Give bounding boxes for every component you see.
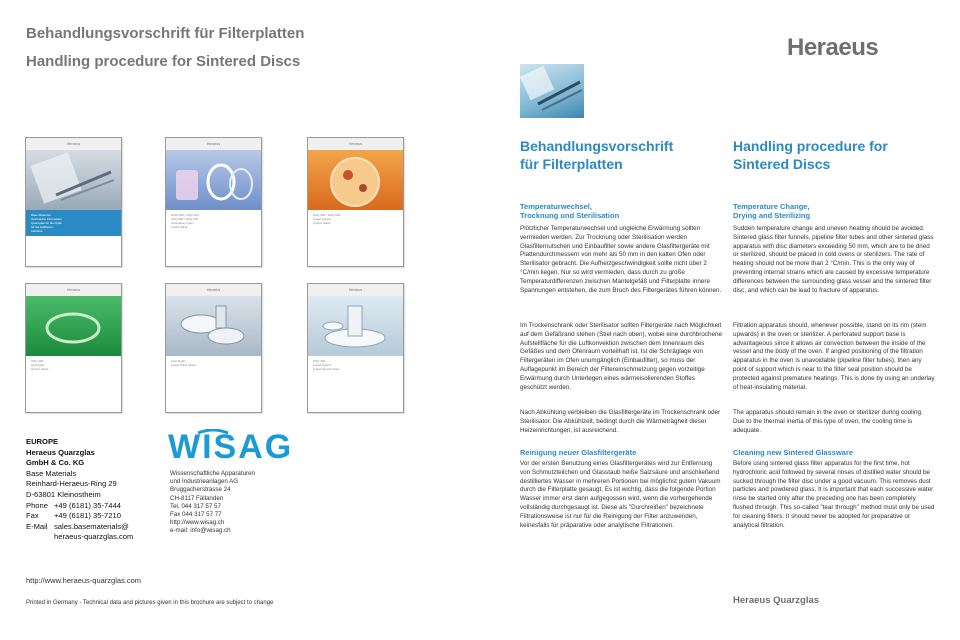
footer-brand: Heraeus Quarzglas [733, 595, 820, 606]
contact-street: Reinhard-Heraeus-Ring 29 [26, 479, 117, 489]
email-address-domain: heraeus-quarzglas.com [54, 532, 134, 542]
brochure-thumbnail [307, 283, 404, 413]
glass-rings-image [166, 150, 261, 210]
paragraph-en-2: Filtration apparatus should, whenever possible, stand on its rim (stem upwards) in the oven or sterilizer. A perforated support base is advantageous since it allows air convection between the inside of the vessel and the body of the oven. If angled positioning of the filtration apparatus in the oven is unavoidable (pipeline filter tubes), then any point of support which is near to the filter seal position should be protected against premature heatings. This is done by using an underlay of heat-insulating material. [733, 322, 935, 391]
brochure-image [308, 150, 403, 210]
email-address: sales.basematerials@ [54, 521, 129, 531]
section-title-en: Temperature Change, Drying and Sterilizing [733, 202, 811, 220]
brochure-header: Heraeus [166, 138, 261, 150]
brochure-image [26, 296, 121, 356]
phone-number: +49 (6181) 35-7444 [54, 500, 121, 510]
glass-tube-image [520, 64, 584, 118]
brochure-header: Heraeus [308, 284, 403, 296]
fax-label: Fax [26, 511, 39, 521]
paragraph-de-4: Vor der ersten Benutzung eines Glasfiltergerätes wird zur Entfernung von Schmutzteilchen und Glasstaub heiße Salzsäure und anschließend destilliertes Wasser in mehreren Portionen bei möglichst gutem Vakuum durch die Filterplatte gesaugt. Es ist wichtig, dass die folgende Portion Wasser immer erst dann aufgegossen wird, wenn die vorhergehende vollständig durchgesaugt ist. Diese als "Durchreißen" bezeichnete Filtrationsweise ist nur für die Reinigung der Filter anzuwenden, keinesfalls für präparative oder analytische Filtrationen. [520, 460, 721, 529]
contact-company-form: GmbH & Co. KG [26, 458, 85, 468]
paragraph-en-3: The apparatus should remain in the oven or sterilizer during cooling. Due to the thermal inertia of this type of oven, the cooling time is adequate. [733, 409, 923, 434]
brochure-text: HSQ 300 Fused Quartz Fused Quartz Glass [313, 359, 340, 371]
glassware-image [308, 296, 403, 356]
section-title-de: Temperaturwechsel, Trocknung und Sterilisation [520, 202, 620, 220]
brochure-thumbnail [307, 137, 404, 267]
brochure-text: Fast Fields Fused Silica Glass [171, 359, 196, 367]
fax-number: +49 (6181) 35-7210 [54, 511, 121, 521]
brochure-header: Heraeus [26, 138, 121, 150]
contact-city: D-63801 Kleinostheim [26, 489, 101, 499]
brochure-text: HSQ 900 / HSQ 900 Fused Quartz Quartz Glass [313, 213, 341, 225]
brochure-image [166, 150, 261, 210]
wisag-logo-graphic [168, 429, 298, 461]
glass-discs-image [166, 296, 261, 356]
brochure-header: Heraeus [26, 284, 121, 296]
brochure-image [308, 296, 403, 356]
green-ring-image [26, 296, 121, 356]
brochure-header: Heraeus [308, 138, 403, 150]
phone-label: Phone [26, 500, 48, 510]
brochure-image [26, 150, 121, 210]
brochure-text: ROM 300 / HSQ 300 HSQ 600 / HSQ 900 Gesinterte Quarz Fused Silica [171, 213, 199, 229]
paragraph-de-3: Nach Abkühlung verbleiben die Glasfiltergeräte im Trockenschrank oder Sterilisator. Die Abkühlzeit, bedingt durch die Wärmeträgheit dieser Heizeinrichtungen, ist ausreichend. [520, 409, 721, 434]
cover-image [520, 64, 584, 118]
section-title-de-2: Reinigung neuer Glasfiltergeräte [520, 448, 637, 457]
heading-de: Behandlungsvorschrift für Filterplatten [520, 138, 674, 172]
paragraph-en-1: Sudden temperature change and uneven heating should be avoided. Sintered glass filter funnels, pipeline filter tubes and other sintered glass apparatus with disc diameters exceeding 50 mm, which are to be dried or sterilized, should be placed in cold ovens or sterilizers. The rate of heating should not be more than 2 °C/min. This is the only way of preventing internal strains which are caused by excessive temperature differences between the surrounding glass vessel and the sintered filter disc, and which can be lead to fracture of apparatus. [733, 225, 934, 294]
heading-en: Handling procedure for Sintered Discs [733, 138, 888, 172]
brochure-thumbnail [25, 137, 122, 267]
email-label: E-Mail [26, 521, 48, 531]
brochure-header: Heraeus [166, 284, 261, 296]
contact-region: EUROPE [26, 437, 59, 446]
paragraph-de-2: Im Trockenschrank oder Sterilisator sollten Filtergeräte nach Möglichkeit auf dem Gefäßrand stehen (Stiel nach oben), wobei eine durchbrochene Aufstellfläche für die Luftkonvektion zwischen dem Innenraum des Gefäßes und dem Ofenraum vorteilhaft ist. Ist die Schräglage von Filtergeräten im Ofen unumgänglich (Einbaufilter), so muss der Auflagepunkt im Bereich der Filtereinschmelzung gegen vorzeitige Erwärmung durch Unterlegen eines wärmeisolierenden Stoffes geschützt werden. [520, 322, 722, 391]
brochure-thumbnail [165, 283, 262, 413]
heraeus-logo: Heraeus [787, 34, 879, 61]
page-title-de: Behandlungsvorschrift für Filterplatten [26, 25, 305, 42]
brochure-image [166, 296, 261, 356]
brochure-text: HSQ 300 Quarzglas Quartz Glass [31, 359, 49, 371]
wisag-logo [168, 429, 298, 466]
website-link[interactable]: http://www.heraeus-quarzglas.com [26, 576, 142, 585]
contact-address [26, 437, 166, 543]
brochure-thumbnail [25, 283, 122, 413]
section-title-en-2: Cleaning new Sintered Glassware [733, 448, 854, 457]
print-note: Printed in Germany - Technical data and pictures given in this brochure are subject to change [26, 600, 274, 606]
quartz-disc-image [308, 150, 403, 210]
wisag-address: Wissenschaftliche Apparaturen und Industrieanlagen AG Bruggacherstrasse 24 CH-8117 Fällanden Tel. 044 317 57 57 Fax 044 317 57 77 http://www.wisag.ch e-mail: info@wisag.ch [170, 470, 255, 535]
paragraph-de-1: Plötzlicher Temperaturwechsel und ungleiche Erwärmung sollten vermieden werden. Zur Trocknung oder Sterilisation werden Glasfilternutschen und Einbaufilter sowie andere Glasfiltergeräte mit Plattendurchmessern von mehr als 50 mm in den kalten Ofen oder Sterilisator gebracht. Die Aufheizgeschwindigkeit sollte nicht über 2 °C/min liegen. Nur so wird vermieden, dass durch zu große Temperaturdifferenzen zwischen Mantelgefäß und Filterplatte innere Spannungen entstehen, die zum Bruch des Filtergerätes führen können. [520, 225, 722, 294]
brochure-text: Base Materials Technische Information Quarzglas für die Optik für die Halbleiter- Industrie [31, 213, 62, 233]
contact-division: Base Materials [26, 468, 77, 478]
paragraph-en-4: Before using sintered glass filter apparatus for the first time, hot hydrochloric acid followed by several rinses of distilled water should be sucked through the filter disc under a good vacuum. This removes dust particles and powdered glass. It is important that each successive water rinse be started only after the preceding one has been completely flushed through. This so-called "tear through" method must only be used for cleaning filters. It should never be adopted for preparative or analytical filtration. [733, 460, 935, 529]
svg-text:WISAG: WISAG [168, 429, 294, 461]
glass-tube-image [26, 150, 121, 210]
page-title-en: Handling procedure for Sintered Discs [26, 53, 301, 70]
brochure-thumbnail [165, 137, 262, 267]
contact-company: Heraeus Quarzglas [26, 447, 95, 457]
